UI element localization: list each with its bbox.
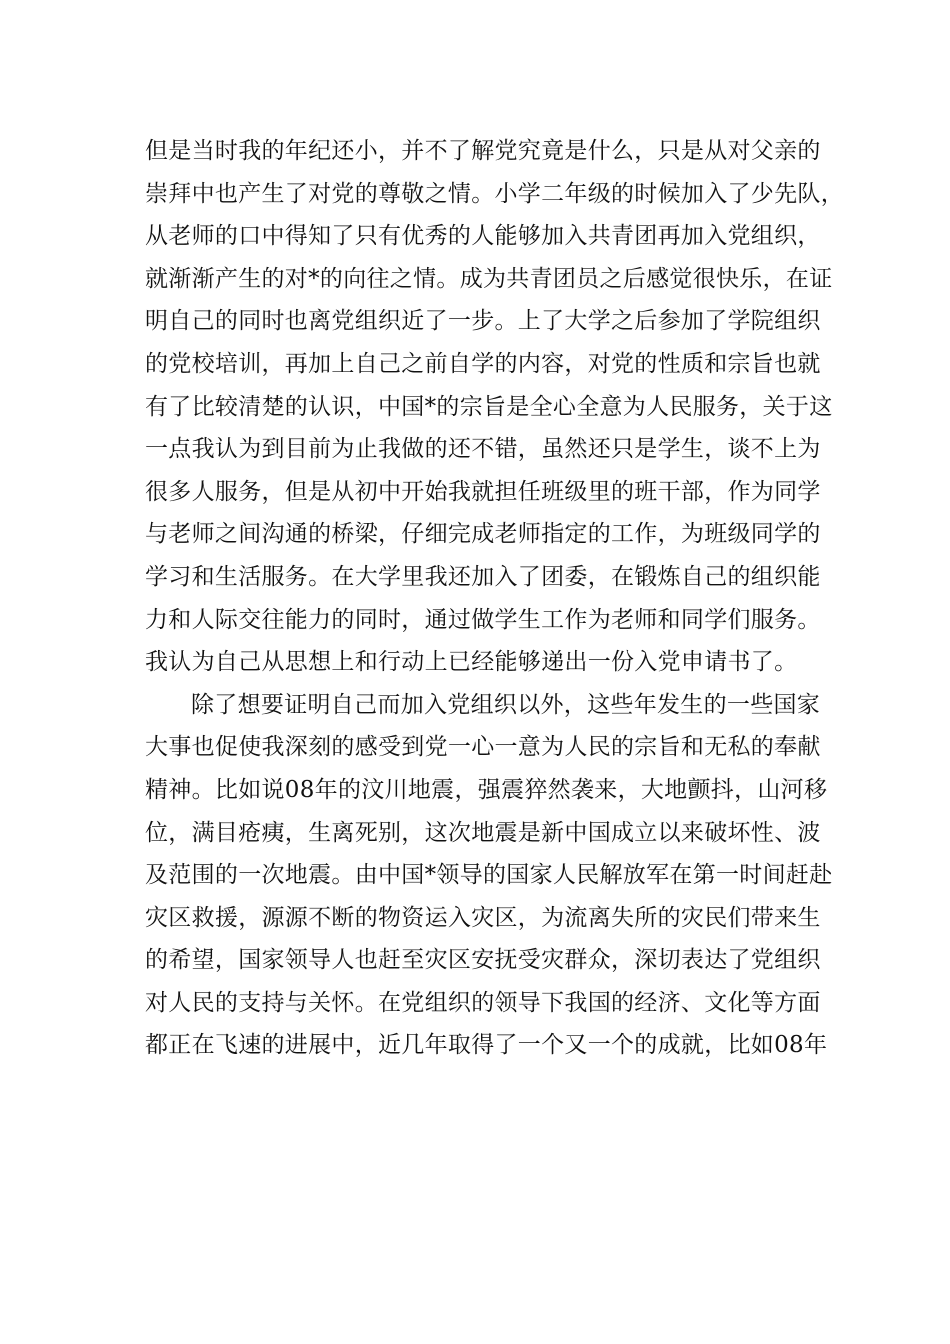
text-line: 大事也促使我深刻的感受到党一心一意为人民的宗旨和无私的奉献 (145, 734, 821, 761)
text-line: 学习和生活服务。在大学里我还加入了团委，在锻炼自己的组织能 (145, 563, 821, 590)
text-line: 我认为自己从思想上和行动上已经能够递出一份入党申请书了。 (145, 649, 798, 676)
text-line: 的希望，国家领导人也赶至灾区安抚受灾群众，深切表达了党组织 (145, 947, 821, 974)
text-line: 精神。比如说08年的汶川地震，强震猝然袭来，大地颤抖，山河移 (145, 776, 828, 803)
text-line: 很多人服务，但是从初中开始我就担任班级里的班干部，作为同学 (145, 478, 821, 505)
text-line: 明自己的同时也离党组织近了一步。上了大学之后参加了学院组织 (145, 308, 821, 335)
text-line: 但是当时我的年纪还小，并不了解党究竟是什么，只是从对父亲的 (145, 138, 821, 164)
paragraph-start-line: 除了想要证明自己而加入党组织以外，这些年发生的一些国家 (191, 691, 821, 718)
text-line: 与老师之间沟通的桥梁，仔细完成老师指定的工作，为班级同学的 (145, 521, 821, 548)
text-line: 力和人际交往能力的同时，通过做学生工作为老师和同学们服务。 (145, 606, 821, 633)
text-line: 灾区救援，源源不断的物资运入灾区，为流离失所的灾民们带来生 (145, 904, 821, 931)
body-text (145, 130, 844, 1067)
text-line: 的党校培训，再加上自己之前自学的内容，对党的性质和宗旨也就 (145, 350, 821, 377)
text-line: 位，满目疮痍，生离死别，这次地震是新中国成立以来破坏性、波 (145, 819, 821, 846)
text-line: 有了比较清楚的认识，中国*的宗旨是全心全意为人民服务，关于这 (145, 393, 833, 420)
text-line: 从老师的口中得知了只有优秀的人能够加入共青团再加入党组织， (145, 223, 821, 250)
text-line: 及范围的一次地震。由中国*领导的国家人民解放军在第一时间赶赴 (145, 862, 833, 889)
text-line: 一点我认为到目前为止我做的还不错，虽然还只是学生，谈不上为 (145, 436, 821, 463)
text-line: 对人民的支持与关怀。在党组织的领导下我国的经济、文化等方面 (145, 989, 821, 1016)
text-line: 崇拜中也产生了对党的尊敬之情。小学二年级的时候加入了少先队， (145, 180, 844, 207)
text-line: 都正在飞速的进展中，近几年取得了一个又一个的成就，比如08年 (145, 1032, 828, 1059)
text-line: 就渐渐产生的对*的向往之情。成为共青团员之后感觉很快乐，在证 (145, 265, 833, 292)
